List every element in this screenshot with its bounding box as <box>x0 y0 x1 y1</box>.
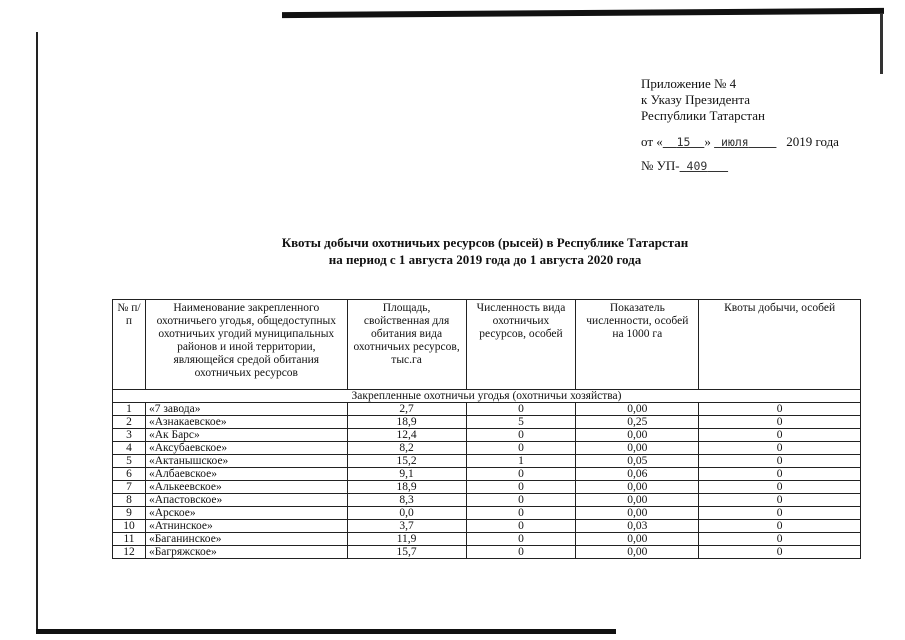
cell-population: 5 <box>466 416 576 429</box>
cell-name: «Арское» <box>145 507 347 520</box>
cell-population: 0 <box>466 442 576 455</box>
cell-population: 0 <box>466 403 576 416</box>
table-row <box>113 507 861 520</box>
appendix-line-1: Приложение № 4 <box>641 76 737 91</box>
cell-name: «Алькеевское» <box>145 481 347 494</box>
cell-name: «Ак Барс» <box>145 429 347 442</box>
title-line-1: Квоты добычи охотничьих ресурсов (рысей) в Республике Татарстан <box>281 235 689 250</box>
cell-population: 0 <box>466 507 576 520</box>
cell-density: 0,00 <box>576 533 699 546</box>
cell-population: 0 <box>466 494 576 507</box>
cell-area: 12,4 <box>347 429 466 442</box>
cell-population: 0 <box>466 481 576 494</box>
cell-name: «Апастовское» <box>145 494 347 507</box>
cell-quota: 0 <box>699 546 861 559</box>
table-row <box>113 455 861 468</box>
cell-density: 0,00 <box>576 481 699 494</box>
cell-quota: 0 <box>699 429 861 442</box>
cell-number: 10 <box>113 520 146 533</box>
cell-area: 8,2 <box>347 442 466 455</box>
cell-name: «Актанышское» <box>145 455 347 468</box>
cell-number: 5 <box>113 455 146 468</box>
date-month <box>714 135 776 149</box>
cell-number: 9 <box>113 507 146 520</box>
cell-name: «7 завода» <box>145 403 347 416</box>
cell-number: 3 <box>113 429 146 442</box>
document-title <box>110 234 860 268</box>
title-line-2: на период с 1 августа 2019 года до 1 августа 2020 года <box>328 252 642 267</box>
quota-table <box>112 299 861 559</box>
cell-density: 0,25 <box>576 416 699 429</box>
cell-number: 8 <box>113 494 146 507</box>
cell-density: 0,00 <box>576 546 699 559</box>
cell-density: 0,05 <box>576 455 699 468</box>
cell-quota: 0 <box>699 455 861 468</box>
cell-number: 4 <box>113 442 146 455</box>
appendix-line-2: к Указу Президента <box>641 92 750 107</box>
appendix-line-3: Республики Татарстан <box>641 108 765 123</box>
cell-density: 0,00 <box>576 507 699 520</box>
scan-edge-right <box>880 14 883 74</box>
table-row <box>113 520 861 533</box>
cell-name: «Азнакаевское» <box>145 416 347 429</box>
cell-population: 0 <box>466 546 576 559</box>
cell-density: 0,00 <box>576 494 699 507</box>
cell-name: «Аксубаевское» <box>145 442 347 455</box>
cell-number: 11 <box>113 533 146 546</box>
cell-population: 0 <box>466 429 576 442</box>
header-density: Показатель численности, особей на 1000 га <box>576 300 699 390</box>
decree-date <box>641 134 839 150</box>
cell-area: 2,7 <box>347 403 466 416</box>
cell-area: 8,3 <box>347 494 466 507</box>
cell-area: 15,7 <box>347 546 466 559</box>
cell-density: 0,06 <box>576 468 699 481</box>
table-row <box>113 468 861 481</box>
cell-quota: 0 <box>699 533 861 546</box>
scan-edge-top <box>282 8 884 18</box>
date-year: 2019 года <box>786 134 839 149</box>
table-row <box>113 546 861 559</box>
scan-edge-bottom <box>36 629 616 634</box>
table-header-row <box>113 300 861 390</box>
cell-area: 3,7 <box>347 520 466 533</box>
scan-edge-left <box>36 32 38 632</box>
date-day-value: 15 <box>676 135 691 149</box>
cell-number: 1 <box>113 403 146 416</box>
cell-quota: 0 <box>699 520 861 533</box>
table-row <box>113 403 861 416</box>
header-quota: Квоты добычи, особей <box>699 300 861 390</box>
cell-area: 11,9 <box>347 533 466 546</box>
date-day <box>663 135 705 149</box>
cell-quota: 0 <box>699 442 861 455</box>
cell-quota: 0 <box>699 403 861 416</box>
cell-area: 18,9 <box>347 481 466 494</box>
cell-name: «Атнинское» <box>145 520 347 533</box>
cell-quota: 0 <box>699 468 861 481</box>
decree-number <box>641 158 839 174</box>
table-row <box>113 416 861 429</box>
number-prefix: № УП- <box>641 158 680 173</box>
cell-number: 2 <box>113 416 146 429</box>
date-mid: » <box>704 134 711 149</box>
cell-density: 0,03 <box>576 520 699 533</box>
cell-quota: 0 <box>699 507 861 520</box>
cell-name: «Багряжское» <box>145 546 347 559</box>
table-row <box>113 442 861 455</box>
cell-area: 18,9 <box>347 416 466 429</box>
cell-population: 0 <box>466 533 576 546</box>
number-value-wrap <box>680 159 729 173</box>
cell-quota: 0 <box>699 481 861 494</box>
table-row <box>113 429 861 442</box>
cell-quota: 0 <box>699 416 861 429</box>
number-value: 409 <box>686 159 708 173</box>
cell-number: 12 <box>113 546 146 559</box>
cell-name: «Баганинское» <box>145 533 347 546</box>
cell-number: 6 <box>113 468 146 481</box>
cell-quota: 0 <box>699 494 861 507</box>
section-title: Закрепленные охотничьи угодья (охотничьи хозяйства) <box>113 390 861 403</box>
header-population: Численность вида охотничьих ресурсов, особей <box>466 300 576 390</box>
cell-area: 0,0 <box>347 507 466 520</box>
date-prefix: от « <box>641 134 663 149</box>
date-month-value: июля <box>721 135 749 149</box>
cell-density: 0,00 <box>576 403 699 416</box>
cell-area: 9,1 <box>347 468 466 481</box>
cell-number: 7 <box>113 481 146 494</box>
cell-population: 0 <box>466 520 576 533</box>
cell-density: 0,00 <box>576 442 699 455</box>
cell-population: 1 <box>466 455 576 468</box>
section-row <box>113 390 861 403</box>
header-name: Наименование закрепленного охотничьего угодья, общедоступных охотничьих угодий муниципальных районов и иной территории, являющейся средой обитания охотничьих ресурсов <box>145 300 347 390</box>
header-number: № п/п <box>113 300 146 390</box>
cell-area: 15,2 <box>347 455 466 468</box>
table-row <box>113 481 861 494</box>
table-row <box>113 494 861 507</box>
header-area: Площадь, свойственная для обитания вида охотничьих ресурсов, тыс.га <box>347 300 466 390</box>
cell-name: «Албаевское» <box>145 468 347 481</box>
cell-density: 0,00 <box>576 429 699 442</box>
appendix-block <box>641 76 839 174</box>
cell-population: 0 <box>466 468 576 481</box>
table-row <box>113 533 861 546</box>
